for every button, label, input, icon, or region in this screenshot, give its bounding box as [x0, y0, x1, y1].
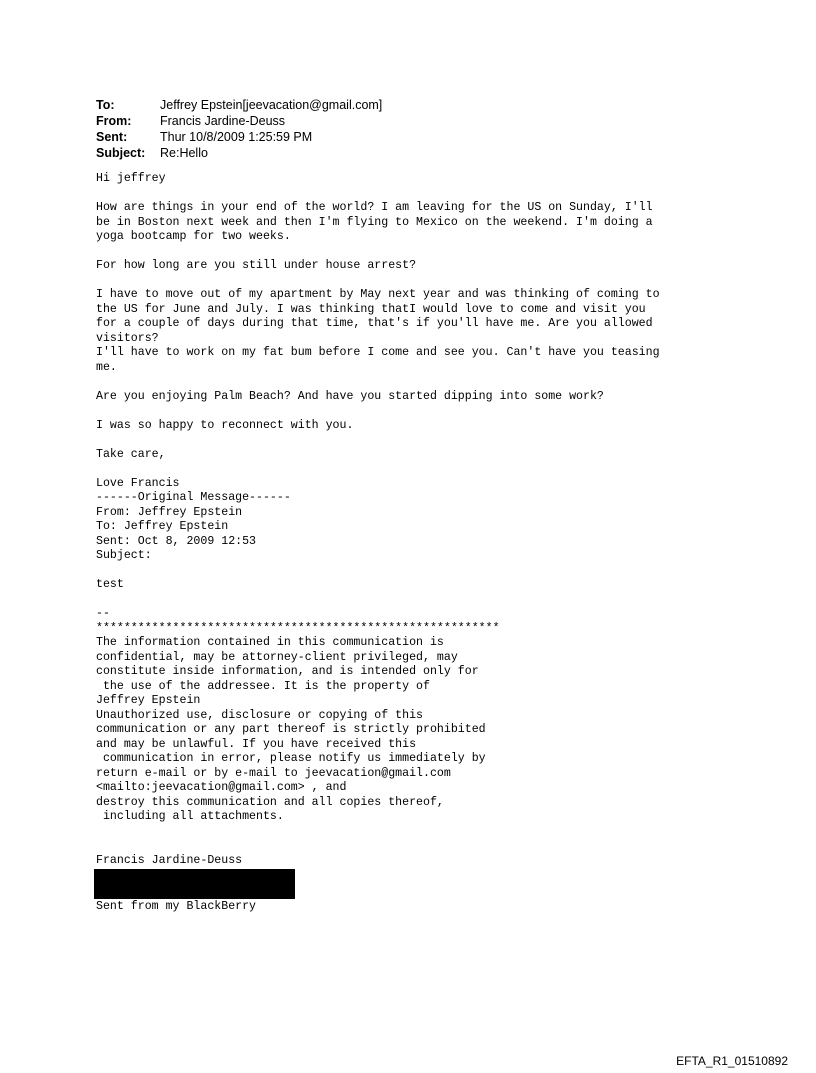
original-to: To: Jeffrey Epstein: [96, 520, 229, 533]
disclaimer-line: destroy this communication and all copies thereof,: [96, 795, 444, 809]
disclaimer-line: communication in error, please notify us immediately by: [96, 752, 486, 765]
body-line: I'll have to work on my fat bum before I come and see you. Can't have you teasing: [96, 346, 660, 359]
disclaimer-line: Jeffrey Epstein: [96, 694, 201, 707]
body-line: yoga bootcamp for two weeks.: [96, 230, 291, 243]
disclaimer-dashes: --: [96, 607, 110, 620]
disclaimer-line: and may be unlawful. If you have received this: [96, 737, 417, 751]
disclaimer-line: confidential, may be attorney-client privileged, may: [96, 650, 458, 664]
email-header: [96, 97, 382, 161]
disclaimer-stars: **********************************************************: [96, 621, 500, 635]
body-line: How are things in your end of the world? I am leaving for the US on Sunday, I'll: [96, 201, 653, 214]
to-label: To:: [96, 98, 115, 112]
disclaimer-line: constitute inside information, and is intended only for: [96, 665, 479, 678]
subject-value: Re:Hello: [160, 146, 208, 160]
original-body: test: [96, 578, 124, 591]
disclaimer-line: <mailto:jeevacation@gmail.com> , and: [96, 781, 347, 794]
disclaimer-line: The information contained in this communication is: [96, 636, 444, 649]
signature-name: Francis Jardine-Deuss: [96, 853, 243, 867]
sent-row: [96, 129, 382, 145]
to-row: [96, 97, 382, 113]
body-line: For how long are you still under house arrest?: [96, 259, 417, 272]
document-id: EFTA_R1_01510892: [676, 1054, 788, 1068]
body-line: I have to move out of my apartment by May next year and was thinking of coming to: [96, 288, 660, 301]
original-subject: Subject:: [96, 549, 152, 562]
body-line: me.: [96, 360, 117, 374]
to-value: Jeffrey Epstein[jeevacation@gmail.com]: [160, 98, 383, 112]
subject-label: Subject:: [96, 146, 146, 160]
disclaimer-line: the use of the addressee. It is the property of: [96, 679, 430, 693]
sent-value: Thur 10/8/2009 1:25:59 PM: [160, 130, 313, 144]
redaction-block: [94, 869, 295, 899]
greeting: Hi jeffrey: [96, 172, 166, 185]
original-separator: ------Original Message------: [96, 491, 291, 504]
from-row: [96, 113, 382, 129]
body-line: I was so happy to reconnect with you.: [96, 418, 354, 432]
body-line: visitors?: [96, 331, 159, 345]
disclaimer-line: Unauthorized use, disclosure or copying of this: [96, 708, 423, 722]
signature-sent-from: Sent from my BlackBerry: [96, 900, 257, 913]
subject-row: [96, 145, 382, 161]
disclaimer-line: return e-mail or by e-mail to jeevacation@gmail.com: [96, 766, 451, 780]
signoff: Love Francis: [96, 476, 180, 490]
body-line: for a couple of days during that time, that's if you'll have me. Are you allowed: [96, 317, 653, 330]
body-line: be in Boston next week and then I'm flying to Mexico on the weekend. I'm doing a: [96, 215, 653, 229]
email-body: [96, 172, 756, 915]
from-label: From:: [96, 114, 132, 128]
from-value: Francis Jardine-Deuss: [160, 114, 286, 128]
original-from: From: Jeffrey Epstein: [96, 505, 243, 519]
disclaimer-line: communication or any part thereof is strictly prohibited: [96, 723, 486, 736]
disclaimer-line: including all attachments.: [96, 810, 284, 823]
body-line: Are you enjoying Palm Beach? And have you started dipping into some work?: [96, 389, 604, 403]
body-line: Take care,: [96, 447, 166, 461]
body-line: the US for June and July. I was thinking thatI would love to come and visit you: [96, 302, 646, 316]
original-sent: Sent: Oct 8, 2009 12:53: [96, 534, 257, 548]
sent-label: Sent:: [96, 130, 128, 144]
